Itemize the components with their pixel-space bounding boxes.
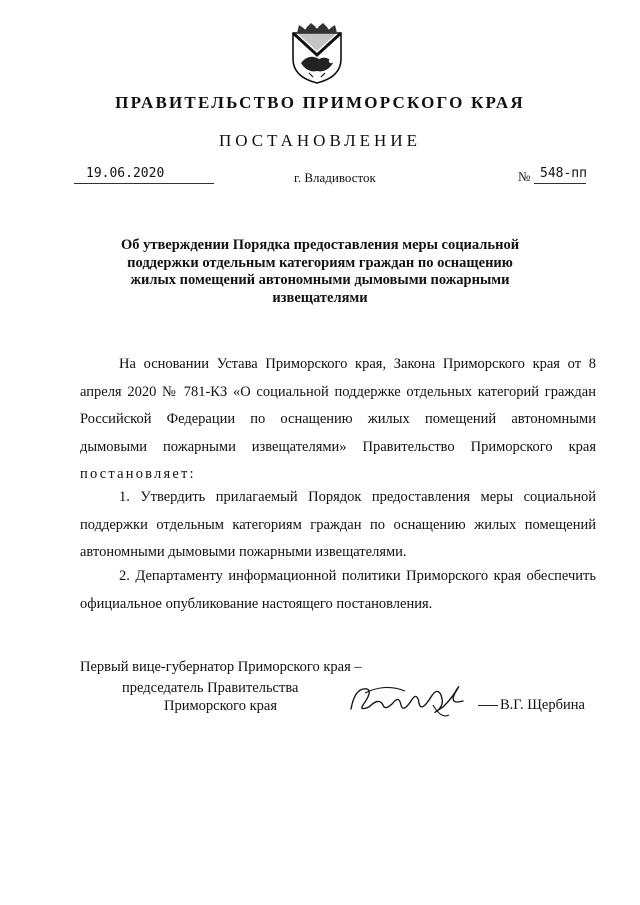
document-city: г. Владивосток <box>294 170 376 185</box>
decree-word: постановляет: <box>80 466 196 482</box>
signer-position-line-3: Приморского края <box>164 698 278 714</box>
document-date: 19.06.2020 <box>86 166 165 181</box>
signer-name: В.Г. Щербина <box>500 697 585 713</box>
preamble-text: На основании Устава Приморского края, Закона Приморского края от 8 апреля 2020 № 781-КЗ «О социальной поддержке отдельных категорий граждан Российской Федерации по оснащению жилых помещений автономными дымовыми пожарными извещателями» Правительство Приморского края <box>80 356 596 455</box>
signature-dash <box>478 705 498 706</box>
signer-position-line-2: председатель Правительства <box>122 680 299 696</box>
handwritten-signature-icon <box>345 675 475 725</box>
number-sign: № <box>518 169 531 184</box>
organization-name: ПРАВИТЕЛЬСТВО ПРИМОРСКОГО КРАЯ <box>115 93 525 112</box>
number-underline <box>534 183 586 184</box>
document-type: ПОСТАНОВЛЕНИЕ <box>218 131 421 150</box>
item-1-paragraph: 1. Утвердить прилагаемый Порядок предоставления меры социальной поддержки отдельным категориям граждан по оснащению жилых помещений автономными дымовыми пожарными извещателями. <box>80 489 596 560</box>
document-title: Об утверждении Порядка предоставления меры социальной поддержки отдельным категориям граждан по оснащению жилых помещений автономными дымовыми пожарными извещателями <box>120 237 520 306</box>
preamble-paragraph <box>80 351 596 489</box>
document-number: 548-пп <box>540 166 587 181</box>
item-2-paragraph: 2. Департаменту информационной политики Приморского края обеспечить официальное опубликование настоящего постановления. <box>80 568 596 612</box>
coat-of-arms-icon <box>287 19 347 85</box>
signer-position-line-1: Первый вице-губернатор Приморского края – <box>80 659 362 675</box>
date-underline <box>74 183 214 184</box>
